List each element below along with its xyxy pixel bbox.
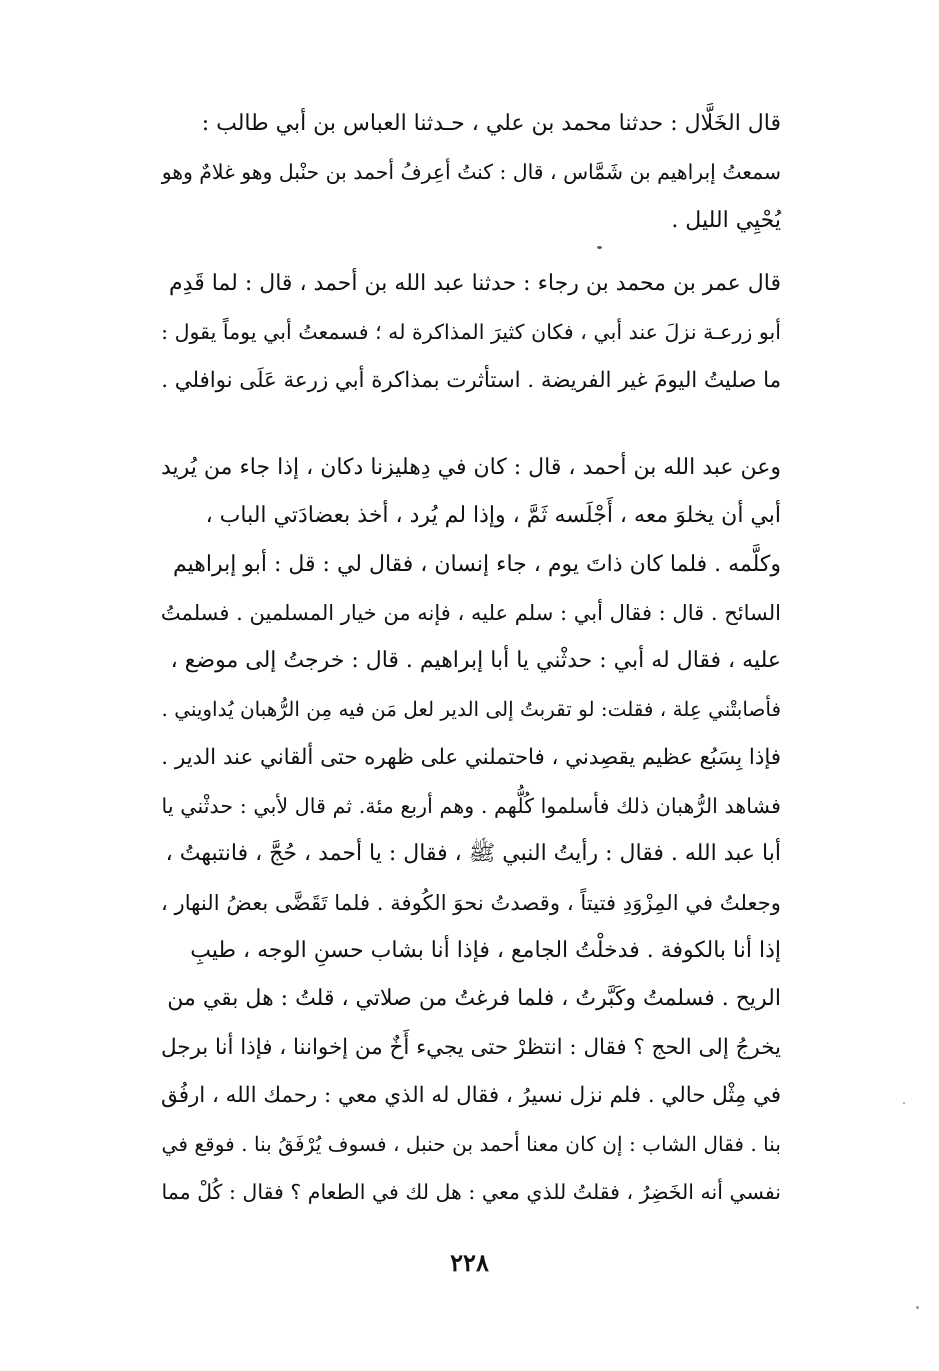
scan-speck — [903, 1102, 905, 1104]
text-line: نفسي أنه الخَضِرُ ، فقلتُ للذي معي : هل لك في الطعام ؟ فقال : كُلْ مما — [161, 1180, 781, 1205]
scan-speck — [916, 1306, 919, 1309]
text-line: فشاهد الرُّهبان ذلك فأسلموا كُلُّهم . وهم أربع مئة. ثم قال لأبي : حدثْني يا — [161, 794, 781, 819]
text-line: عليه ، فقال له أبي : حدثْني يا أبا إبراهيم . قال : خرجتُ إلى موضع ، — [170, 648, 781, 674]
text-line: فأصابتْني عِلة ، فقلت: لو تقربتُ إلى الدير لعل مَن فيه مِن الرُّهبان يُداويني . — [161, 697, 781, 722]
text-line: يُحْيِي الليل . — [671, 207, 781, 233]
text-line: أبي أن يخلوَ معه ، أَجْلَسه ثَمَّ ، وإذا لم يُرد ، أخذ بعضادَتي الباب ، — [205, 503, 781, 529]
paragraph-abu-ibrahim-story — [161, 444, 781, 1217]
text-line: وكلَّمه . فلما كان ذاتَ يوم ، جاء إنسان ، فقال لي : قل : أبو إبراهيم — [173, 551, 781, 577]
text-line: أبا عبد الله . فقال : رأيتُ النبي ﷺ ، فقال : يا أحمد ، حُجَّ ، فانتبهتُ ، — [165, 841, 781, 867]
scan-speck — [597, 246, 602, 249]
text-line: بنا . فقال الشاب : إن كان معنا أحمد بن حنبل ، فسوف يُرْفَقُ بنا . فوقع في — [161, 1132, 781, 1157]
text-line: ما صليتُ اليومَ غير الفريضة . استأثرت بمذاكرة أبي زرعة عَلَى نوافلي . — [161, 367, 781, 393]
paragraph-abu-zura-narration — [161, 260, 781, 405]
paragraph-khallal-narration — [161, 100, 781, 245]
text-line: الريح . فسلمتُ وكَبَّرتُ ، فلما فرغتُ من صلاتي ، قلتُ : هل بقي من — [167, 986, 781, 1012]
text-line: وجعلتُ في المِزْوَدِ فتيتاً ، وقصدتُ نحوَ الكُوفة . فلما تَقَضَّى بعضُ النهار ، — [160, 889, 781, 915]
text-line: سمعتُ إبراهيم بن شَمَّاس ، قال : كنتُ أعِرفُ أحمد بن حنْبل وهو غلامٌ وهو — [161, 160, 781, 185]
text-line: فإذا بِسَبُع عظيم يقصِدني ، فاحتملني على ظهره حتى ألقاني عند الدير . — [161, 744, 781, 770]
text-line: في مِثْل حالي . فلم نزل نسيرُ ، فقال له الذي معي : رحمك الله ، ارفُق — [160, 1082, 781, 1108]
text-line: السائح . قال : فقال أبي : سلم عليه ، فإنه من خيار المسلمين . فسلمتُ — [160, 599, 781, 625]
page-number: ٢٢٨ — [450, 1248, 489, 1277]
text-line: يخرجُ إلى الحج ؟ فقال : انتظرْ حتى يجيء أَخٌ من إخواننا ، فإذا أنا برجل — [161, 1034, 781, 1060]
text-line: أبو زرعـة نزلَ عند أبي ، فكان كثيرَ المذاكرة له ؛ فسمعتُ أبي يوماً يقول : — [161, 320, 781, 345]
text-line: وعن عبد الله بن أحمد ، قال : كان في دِهليزنا دكان ، إذا جاء من يُريد — [161, 455, 781, 480]
text-line: قال الخَلَّال : حدثنا محمد بن علي ، حـدثنا العباس بن أبي طالب : — [201, 111, 781, 136]
text-line: قال عمر بن محمد بن رجاء : حدثنا عبد الله بن أحمد ، قال : لما قَدِم — [169, 271, 781, 296]
text-line: إذا أنا بالكوفة . فدخلْتُ الجامع ، فإذا أنا بشاب حسنِ الوجه ، طيبِ — [190, 937, 781, 963]
